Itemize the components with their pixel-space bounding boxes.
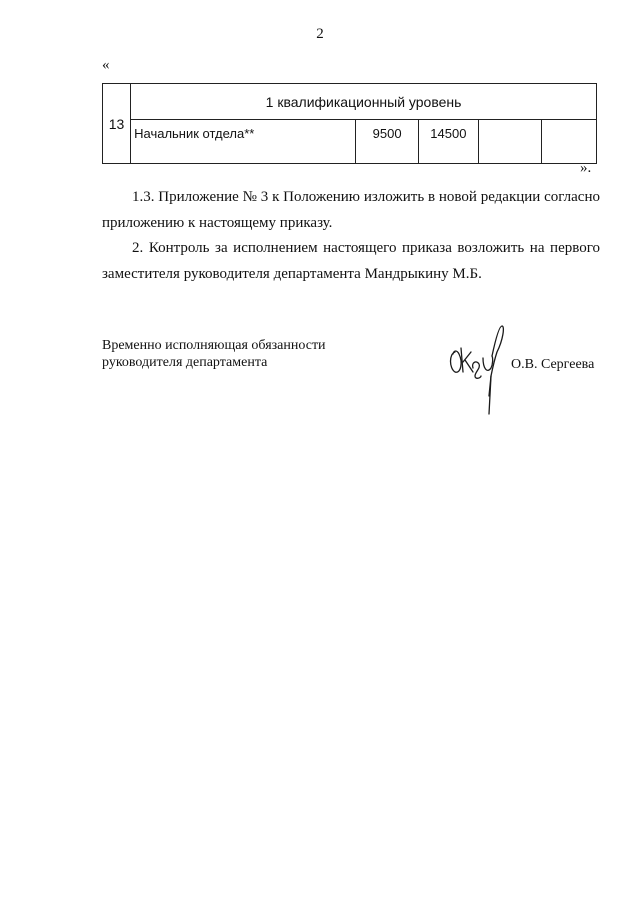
signer-title: [102, 337, 326, 371]
min-salary-cell: 9500: [356, 120, 419, 164]
page-number: 2: [316, 26, 324, 42]
signer-title-line-2: руководителя департамента: [102, 355, 268, 370]
row-number-cell: 13: [103, 84, 131, 164]
signer-title-line-1: Временно исполняющая обязанности: [102, 338, 326, 353]
close-quote: ».: [580, 160, 592, 176]
handwritten-signature: [445, 318, 515, 418]
signer-name: О.В. Сергеева: [511, 357, 595, 372]
table-row: [103, 84, 597, 120]
paragraph-2: 2. Контроль за исполнением настоящего приказа возложить на первого заместителя руководителя департамента Мандрыкину М.Б.: [102, 240, 600, 282]
position-cell: Начальник отдела**: [131, 120, 356, 164]
paragraph-1-3: 1.3. Приложение № 3 к Положению изложить в новой редакции согласно приложению к настоящему приказу.: [102, 189, 600, 231]
empty-cell: [541, 120, 596, 164]
qualification-level-cell: 1 квалификационный уровень: [131, 84, 597, 120]
empty-cell: [478, 120, 541, 164]
qualification-table: [102, 83, 597, 164]
open-quote: «: [102, 57, 110, 73]
table-row: [103, 120, 597, 164]
max-salary-cell: 14500: [419, 120, 478, 164]
